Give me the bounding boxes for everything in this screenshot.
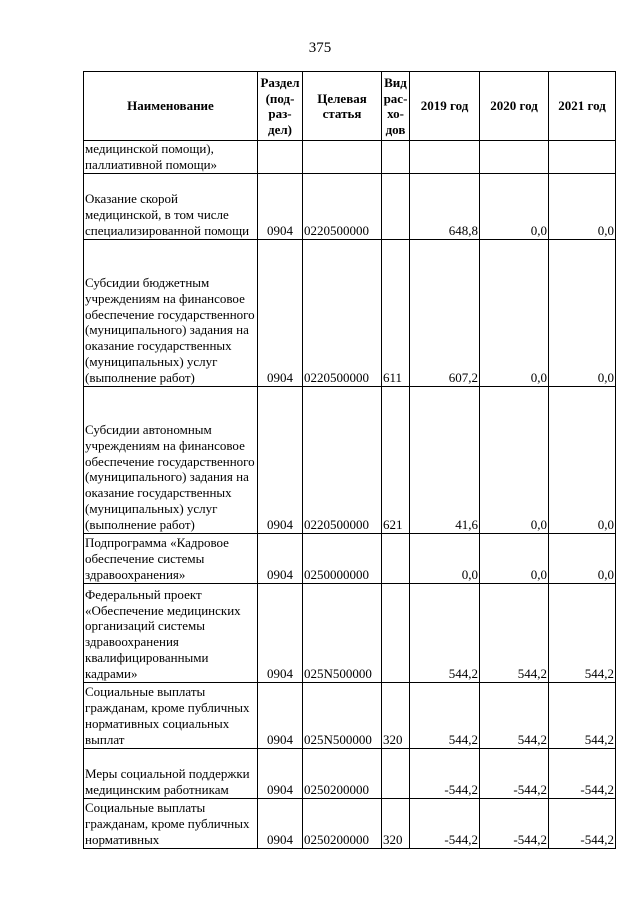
row-name: Меры социальной поддержки медицинским работникам (84, 748, 258, 798)
table-row (84, 533, 616, 583)
row-expense-type: 320 (382, 798, 410, 848)
row-section: 0904 (258, 173, 303, 239)
table-row (84, 386, 616, 533)
row-section: 0904 (258, 682, 303, 748)
row-article: 0220500000 (303, 239, 382, 386)
table-row (84, 798, 616, 848)
row-article: 0220500000 (303, 173, 382, 239)
table-row (84, 239, 616, 386)
row-name: Субсидии бюджетным учреждениям на финансовое обеспечение государственного (муниципального) задания на оказание государственных (муниципальных) услуг (выполнение работ) (84, 239, 258, 386)
row-2020 (480, 141, 549, 174)
row-expense-type: 621 (382, 386, 410, 533)
row-2020: 0,0 (480, 533, 549, 583)
table-header-row (84, 72, 616, 141)
row-expense-type (382, 533, 410, 583)
table-row (84, 141, 616, 174)
row-2020: 544,2 (480, 682, 549, 748)
row-section: 0904 (258, 239, 303, 386)
row-2021: 0,0 (549, 239, 616, 386)
row-article: 025N500000 (303, 682, 382, 748)
row-name: Оказание скорой медицинской, в том числе специализированной помощи (84, 173, 258, 239)
table-row (84, 682, 616, 748)
row-2019: 41,6 (410, 386, 480, 533)
row-2020: 0,0 (480, 239, 549, 386)
budget-table (83, 71, 616, 849)
row-2020: 0,0 (480, 173, 549, 239)
row-2021: 0,0 (549, 533, 616, 583)
row-article (303, 141, 382, 174)
row-2020: 544,2 (480, 583, 549, 682)
row-name: Подпрограмма «Кадровое обеспечение системы здравоохранения» (84, 533, 258, 583)
row-section: 0904 (258, 583, 303, 682)
row-expense-type (382, 583, 410, 682)
row-article: 0250200000 (303, 798, 382, 848)
row-2021: 0,0 (549, 173, 616, 239)
row-2020: -544,2 (480, 748, 549, 798)
row-2021: 0,0 (549, 386, 616, 533)
row-2020: -544,2 (480, 798, 549, 848)
row-expense-type (382, 173, 410, 239)
header-expense-type: Вид рас- хо- дов (382, 72, 410, 141)
row-2021: 544,2 (549, 583, 616, 682)
row-article: 025N500000 (303, 583, 382, 682)
row-section: 0904 (258, 533, 303, 583)
row-2020: 0,0 (480, 386, 549, 533)
row-2019: 544,2 (410, 682, 480, 748)
row-name: Субсидии автономным учреждениям на финансовое обеспечение государственного (муниципального) задания на оказание государственных (муниципальных) услуг (выполнение работ) (84, 386, 258, 533)
row-2019: 607,2 (410, 239, 480, 386)
row-name: Федеральный проект «Обеспечение медицинских организаций системы здравоохранения квалифицированными кадрами» (84, 583, 258, 682)
row-2019: 648,8 (410, 173, 480, 239)
row-article: 0250000000 (303, 533, 382, 583)
header-article: Целевая статья (303, 72, 382, 141)
row-name: Социальные выплаты гражданам, кроме публичных нормативных (84, 798, 258, 848)
row-expense-type (382, 141, 410, 174)
row-section (258, 141, 303, 174)
row-expense-type: 611 (382, 239, 410, 386)
row-2021 (549, 141, 616, 174)
row-2021: 544,2 (549, 682, 616, 748)
row-expense-type: 320 (382, 682, 410, 748)
row-2019 (410, 141, 480, 174)
row-section: 0904 (258, 386, 303, 533)
row-expense-type (382, 748, 410, 798)
row-2021: -544,2 (549, 748, 616, 798)
row-section: 0904 (258, 798, 303, 848)
header-2020: 2020 год (480, 72, 549, 141)
header-name: Наименование (84, 72, 258, 141)
row-name: Социальные выплаты гражданам, кроме публичных нормативных социальных выплат (84, 682, 258, 748)
row-section: 0904 (258, 748, 303, 798)
header-section: Раздел (под- раз- дел) (258, 72, 303, 141)
row-2019: 0,0 (410, 533, 480, 583)
row-article: 0220500000 (303, 386, 382, 533)
table-row (84, 748, 616, 798)
page-number: 375 (308, 40, 332, 56)
header-2019: 2019 год (410, 72, 480, 141)
table-row (84, 583, 616, 682)
row-article: 0250200000 (303, 748, 382, 798)
row-2019: -544,2 (410, 798, 480, 848)
row-name: медицинской помощи), паллиативной помощи» (84, 141, 258, 174)
row-2019: -544,2 (410, 748, 480, 798)
row-2019: 544,2 (410, 583, 480, 682)
header-2021: 2021 год (549, 72, 616, 141)
table-row (84, 173, 616, 239)
row-2021: -544,2 (549, 798, 616, 848)
